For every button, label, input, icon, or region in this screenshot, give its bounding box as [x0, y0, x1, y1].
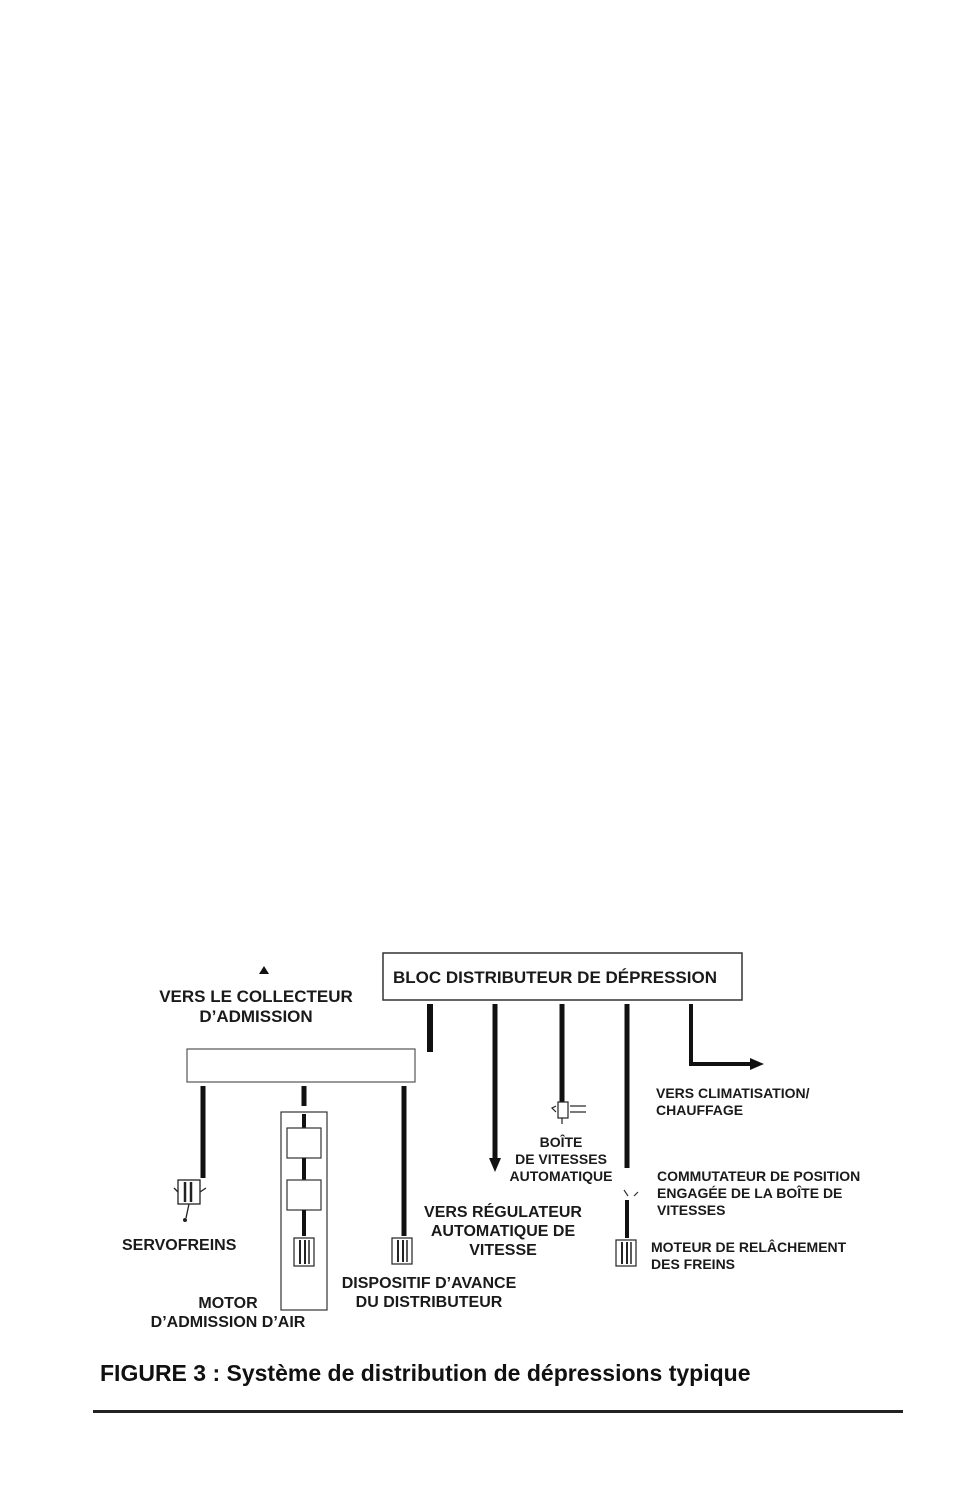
up-arrow-icon: [259, 966, 269, 974]
regulateur-label: [408, 1203, 598, 1261]
dispositif-line2: DU DISTRIBUTEUR: [355, 1294, 503, 1312]
climatisation-line1: VERS CLIMATISATION/: [656, 1085, 810, 1101]
motor-actuator-icon: [294, 1238, 314, 1266]
regulateur-line3: VITESSE: [469, 1242, 537, 1260]
boite-vitesses-icon: [552, 1102, 586, 1124]
dispositif-label: [326, 1274, 532, 1312]
manifold-box: [187, 1049, 415, 1082]
commutateur-icon: [624, 1190, 638, 1238]
commutateur-line1: COMMUTATEUR DE POSITION: [657, 1168, 861, 1184]
moteur-freins-line2: DES FREINS: [651, 1255, 736, 1272]
motor-line1: MOTOR: [198, 1295, 258, 1312]
bottom-rule: [93, 1410, 903, 1413]
bloc-tube-climatisation: [691, 1004, 752, 1064]
bloc-label: BLOC DISTRIBUTEUR DE DÉPRESSION: [393, 968, 717, 987]
servofreins-label: SERVOFREINS: [122, 1237, 237, 1254]
moteur-relachement-icon: [616, 1240, 636, 1266]
climatisation-label: [656, 1085, 809, 1119]
moteur-freins-label: [651, 1239, 846, 1273]
collecteur-label: [140, 987, 372, 1028]
commutateur-label: [657, 1168, 860, 1218]
motor-block-1: [287, 1128, 321, 1158]
right-arrow-icon: [750, 1058, 764, 1070]
climatisation-line2: CHAUFFAGE: [656, 1101, 744, 1118]
servofreins-icon: [174, 1180, 206, 1222]
boite-line1: BOÎTE: [539, 1134, 583, 1150]
motor-line2: D’ADMISSION D’AIR: [150, 1314, 306, 1332]
motor-block-2: [287, 1180, 321, 1210]
commutateur-line2: ENGAGÉE DE LA BOÎTE DE: [657, 1184, 843, 1201]
motor-label: [128, 1294, 328, 1332]
boite-label: [498, 1134, 624, 1184]
regulateur-line2: AUTOMATIQUE DE: [430, 1223, 576, 1241]
boite-line3: AUTOMATIQUE: [509, 1167, 613, 1184]
figure-caption: FIGURE 3 : Système de distribution de dépressions typique: [100, 1360, 751, 1386]
collecteur-line1: VERS LE COLLECTEUR: [159, 987, 353, 1006]
boite-line2: DE VITESSES: [515, 1150, 607, 1167]
dispositif-line1: DISPOSITIF D’AVANCE: [341, 1275, 517, 1292]
commutateur-line3: VITESSES: [657, 1201, 726, 1218]
moteur-freins-line1: MOTEUR DE RELÂCHEMENT: [651, 1239, 847, 1255]
collecteur-line2: D’ADMISSION: [199, 1007, 313, 1027]
regulateur-line1: VERS RÉGULATEUR: [424, 1204, 582, 1221]
